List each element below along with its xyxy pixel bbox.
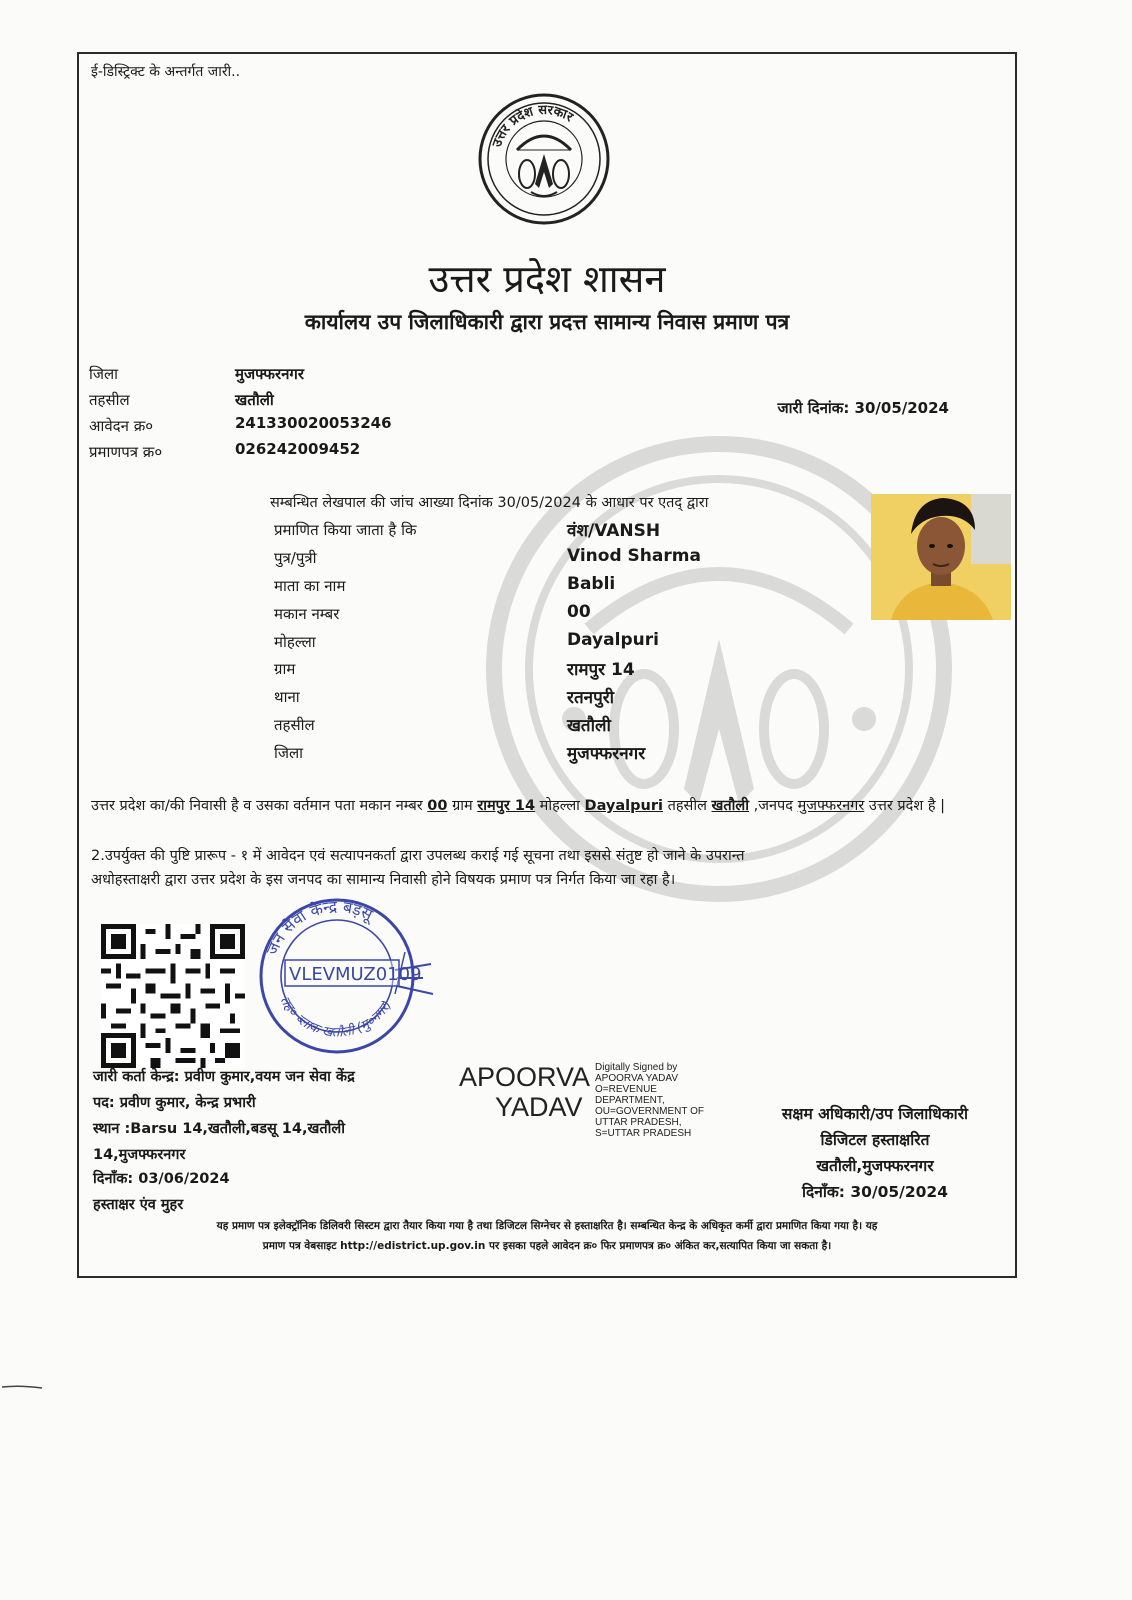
footer-line-1: यह प्रमाण पत्र इलेक्ट्रॉनिक डिलिवरी सिस्टम द्वारा तैयार किया गया है तथा डिजिटल सिग्नेचर से हस्ताक्षरित है। सम्बन्धित केन्द्र के अधिकृत कर्मी द्वारा प्रमाणित किया गया है। यह [216,1220,878,1232]
residence-text-4: तहसील [667,798,707,814]
residence-text-5: ,जनपद [753,798,793,814]
up-emblem-icon [477,92,611,226]
signature-detail: OU=GOVERNMENT OF [595,1106,704,1117]
signature-detail: APOORVA YADAV [595,1073,678,1084]
residence-house: 00 [427,798,448,814]
applicant-photo [871,494,1011,620]
signature-detail: Digitally Signed by [595,1062,678,1073]
certificate-number-value: 026242009452 [235,440,361,458]
svg-text:उत्तर प्रदेश सरकार: उत्तर प्रदेश सरकार [489,102,576,150]
confirmation-line-1: 2.उपर्युक्त की पुष्टि प्रारूप - १ में आवेदन एवं सत्यापनकर्ता द्वारा उपलब्ध कराई गई सूचना तथा इससे संतुष्ट हो जाने के उपरान्त [91,848,745,864]
stamp-id-text: VLEVMUZ0109 [289,964,422,985]
verification-intro: सम्बन्धित लेखपाल की जांच आख्या दिनांक 30/05/2024 के आधार पर एतद् द्वारा [270,495,709,511]
mohalla-value: Dayalpuri [567,630,659,650]
residence-village: रामपुर 14 [477,798,536,814]
field-district-label: जिला [274,744,304,762]
issuer-location: स्थान :Barsu 14,खतौली,बडसू 14,खतौली [93,1121,345,1137]
mohalla-label: मोहल्ला [274,633,316,651]
signer-name-line-2: YADAV [495,1092,583,1122]
residence-mohalla: Dayalpuri [584,798,663,814]
tehsil-value: खतौली [235,391,274,409]
issuing-centre: जारी कर्ता केन्द्र: प्रवीण कुमार,वयम जन सेवा केंद्र [93,1069,355,1085]
mother-name-value: Babli [567,574,616,594]
police-station-value: रतनपुरी [567,688,615,708]
digitally-signed-label: डिजिटल हस्ताक्षरित [820,1131,930,1149]
signature-detail: O=REVENUE [595,1084,657,1095]
signature-and-seal-label: हस्ताक्षर एंव मुहर [93,1197,184,1213]
issuer-date: दिनाँक: 03/06/2024 [93,1171,230,1187]
village-label: ग्राम [274,660,296,678]
authority-date: दिनाँक: 30/05/2024 [802,1183,948,1201]
field-tehsil-value: खतौली [567,716,611,736]
page-title: उत्तर प्रदेश शासन [428,257,666,301]
confirmation-line-2: अधोहस्ताक्षरी द्वारा उत्तर प्रदेश के इस जनपद का सामान्य निवासी होने विषयक प्रमाण पत्र निर्गत किया जा रहा है। [91,872,676,888]
certified-label: प्रमाणित किया जाता है कि [274,521,417,539]
mother-name-label: माता का नाम [274,577,346,595]
village-value: रामपुर 14 [567,660,635,680]
certificate-subtitle: कार्यालय उप जिलाधिकारी द्वारा प्रदत्त सामान्य निवास प्रमाण पत्र [304,310,790,334]
applicant-photo-image [871,494,1011,620]
residence-text-3: मोहल्ला [539,798,580,814]
scan-mark [0,1384,44,1390]
tehsil-label: तहसील [89,391,130,409]
residence-district: मुजफ्फरनगर [797,798,865,814]
district-label: जिला [89,365,119,383]
svg-text:तह० ब्लाक खतौली (मु०नगर) [277,994,396,1040]
certificate-number-label: प्रमाणपत्र क्र० [89,443,163,461]
signature-detail: UTTAR PRADESH, [595,1117,682,1128]
father-name-value: Vinod Sharma [567,546,701,566]
house-number-label: मकान नम्बर [274,605,340,623]
applicant-name-value: वंश/VANSH [567,521,661,541]
authority-location: खतौली,मुजफ्फरनगर [816,1157,934,1175]
issuer-post: पद: प्रवीण कुमार, केन्द्र प्रभारी [93,1095,256,1111]
district-value: मुजफ्फरनगर [235,365,305,383]
police-station-label: थाना [274,688,300,706]
jan-seva-kendra-stamp [245,894,435,1064]
digital-signer-name [459,1062,590,1122]
signature-detail: S=UTTAR PRADESH [595,1128,692,1139]
issue-date: जारी दिनांक: 30/05/2024 [777,399,949,417]
field-tehsil-label: तहसील [274,716,315,734]
issued-under-note: ई-डिस्ट्रिक्ट के अन्तर्गत जारी.. [91,64,241,80]
field-district-value: मुजफ्फरनगर [567,744,646,764]
residence-statement [91,794,1001,818]
application-number-value: 241330020053246 [235,414,392,432]
signer-name-line-1: APOORVA [459,1062,591,1092]
house-number-value: 00 [567,602,591,622]
footer-line-2: प्रमाण पत्र वेबसाइट http://edistrict.up.gov.in पर इसका पहले आवेदन क्र० फिर प्रमाणपत्र क्र० अंकित कर,सत्यापित किया जा सकता है। [262,1240,832,1252]
residence-text-2: ग्राम [452,798,473,814]
stamp-top-text: जन सेवा केन्द्र बड़सू [262,896,376,958]
parent-label: पुत्र/पुत्री [274,549,317,567]
digital-signature-details [595,1062,704,1139]
svg-text:जन सेवा केन्द्र बड़सू [262,897,379,958]
residence-tehsil: खतौली [711,798,749,814]
residence-text-1: उत्तर प्रदेश का/की निवासी है व उसका वर्तमान पता मकान नम्बर [91,798,423,814]
stamp-bottom-text: तह० ब्लाक खतौली (मु०नगर) [276,994,396,1041]
application-number-label: आवेदन क्र० [89,417,154,435]
issuer-location-cont: 14,मुजफ्फरनगर [93,1147,186,1163]
residence-text-6: उत्तर प्रदेश है | [868,798,946,814]
verification-footer [79,1216,1015,1256]
certificate-frame [77,52,1017,1278]
qr-code [101,924,245,1068]
signature-detail: DEPARTMENT, [595,1095,665,1106]
competent-authority: सक्षम अधिकारी/उप जिलाधिकारी [781,1105,969,1123]
